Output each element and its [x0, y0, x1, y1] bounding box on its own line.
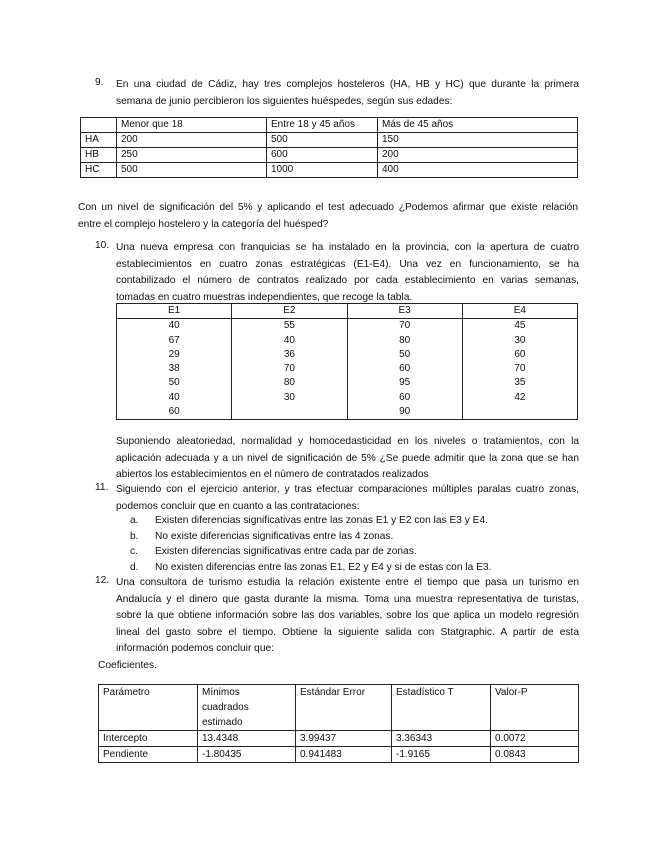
answer-options: [130, 513, 580, 577]
table-cell: 42: [462, 391, 577, 405]
table-cell: 600: [267, 148, 378, 163]
table-cell: 0.0843: [491, 747, 579, 763]
table-header-cell: Menor que 18: [117, 118, 267, 133]
table-row: [81, 133, 578, 148]
table-cell: 60: [347, 391, 462, 405]
question-9-prompt: [78, 200, 578, 233]
table-cell: 200: [117, 133, 267, 148]
table-row: [117, 348, 578, 362]
question-10-prompt: [116, 434, 579, 484]
table-cell: 500: [267, 133, 378, 148]
table-cell: 0.0072: [491, 731, 579, 747]
table-cell: 1000: [267, 163, 378, 178]
table-cell: HB: [81, 148, 117, 163]
table-header-cell: [81, 118, 117, 133]
table-cell: 60: [462, 348, 577, 362]
coefficients-label: Coeficientes.: [98, 660, 157, 671]
option-letter: c.: [130, 546, 138, 557]
table-cell: 60: [347, 362, 462, 376]
option-c[interactable]: [130, 544, 580, 560]
question-text-line: entre el complejo hostelero y la categoría del huésped?: [78, 218, 329, 230]
table-row: [99, 731, 579, 747]
table-row: [117, 405, 578, 420]
table-cell: 400: [378, 163, 578, 178]
table-cell: 67: [117, 334, 232, 348]
table-cell: 200: [378, 148, 578, 163]
table-cell: 50: [117, 376, 232, 390]
table-header-cell: Más de 45 años: [378, 118, 578, 133]
table-header-cell: E3: [347, 304, 462, 319]
option-letter: a.: [130, 515, 139, 526]
table-cell: [232, 405, 347, 420]
question-text-line: podemos concluir que en cuanto a las contrataciones:: [116, 500, 360, 512]
table-header-cell: E2: [232, 304, 347, 319]
table-cell: 55: [232, 319, 347, 334]
question-text-line: información podemos concluir que:: [116, 643, 274, 654]
table-cell: 70: [232, 362, 347, 376]
table-cell: Pendiente: [99, 747, 198, 763]
table-row: [117, 334, 578, 348]
question-text-line: tomadas en cuatro muestras independientes, que recoge la tabla.: [116, 291, 413, 303]
table-cell: HA: [81, 133, 117, 148]
option-a[interactable]: [130, 513, 580, 529]
question-text-line: abiertos los establecimientos en el número de contratados realizados: [116, 469, 429, 480]
table-cell: 35: [462, 376, 577, 390]
table-header-cell: Estadístico T: [392, 685, 491, 731]
question-text-line: contabilizado el número de contratos realizado por cada establecimiento en varias semanas,: [116, 275, 579, 286]
table-cell: 40: [117, 319, 232, 334]
table-cell: 0.941483: [296, 747, 392, 763]
table-cell: 95: [347, 376, 462, 390]
table-row: [117, 362, 578, 376]
question-number: 9.: [95, 77, 104, 88]
table-header-row: [81, 118, 578, 133]
table-cell: 150: [378, 133, 578, 148]
question-number: 11.: [95, 482, 109, 493]
question-text-line: Una nueva empresa con franquicias se ha instalado en la provincia, con la apertura de cuatro: [116, 242, 579, 253]
question-12: [116, 575, 579, 658]
question-text-line: Siguiendo con el ejercicio anterior, y tras efectuar comparaciones múltiples paralas cuatro zonas,: [116, 484, 579, 495]
option-text: Existen diferencias significativas entre cada par de zonas.: [155, 546, 417, 557]
table-cell: 30: [232, 391, 347, 405]
table-cell: 70: [462, 362, 577, 376]
option-text: No existen diferencias entre las zonas E1, E2 y E4 y si de estas con la E3.: [155, 561, 492, 573]
question-number: 10.: [95, 240, 110, 251]
table-cell: Intercepto: [99, 731, 198, 747]
table-cell: 90: [347, 405, 462, 420]
table-header-cell: E1: [117, 304, 232, 319]
guests-table: [80, 117, 578, 178]
table-cell: 36: [232, 348, 347, 362]
table-row: [117, 376, 578, 390]
table-cell: 80: [232, 376, 347, 390]
table-header-row: [117, 304, 578, 319]
option-letter: b.: [130, 530, 139, 542]
table-row: [117, 319, 578, 334]
table-header-cell-text: Mínimos cuadrados estimado: [202, 687, 249, 728]
table-header-cell: Valor-P: [491, 685, 579, 731]
regression-table: [98, 684, 579, 763]
question-10: [116, 240, 579, 306]
question-text-line: lineal del gasto sobre el tiempo. Obtiene la siguiente salida con Statgraphic. A partir de esta: [116, 626, 579, 638]
question-text-line: En una ciudad de Cádiz, hay tres complejos hosteleros (HA, HB y HC) que durante la primera: [116, 79, 579, 90]
table-cell: 60: [117, 405, 232, 420]
table-cell: 50: [347, 348, 462, 362]
question-number: 12.: [95, 575, 110, 586]
question-text-line: aplicación adecuada y a un nivel de significación de 5% ¿Se puede admitir que la zona que se han: [116, 452, 579, 464]
question-11: [116, 482, 579, 515]
question-text-line: establecimientos en cuatro zonas estratégicas (E1-E4). Una vez en funcionamiento, se ha: [116, 258, 579, 270]
table-cell: 40: [117, 391, 232, 405]
table-cell: 3.36343: [392, 731, 491, 747]
table-cell: -1.9165: [392, 747, 491, 763]
table-row: [117, 391, 578, 405]
table-cell: 13.4348: [198, 731, 296, 747]
table-cell: [462, 405, 577, 420]
table-cell: 80: [347, 334, 462, 348]
question-text-line: Con un nivel de significación del 5% y aplicando el test adecuado ¿Podemos afirmar que existe relación: [78, 202, 578, 213]
table-cell: 70: [347, 319, 462, 334]
question-text-line: semana de junio percibieron los siguientes huéspedes, según sus edades:: [116, 95, 453, 107]
table-header-cell: Estándar Error: [296, 685, 392, 731]
table-cell: 30: [462, 334, 577, 348]
question-text-line: Suponiendo aleatoriedad, normalidad y homocedasticidad en los niveles o tratamientos, con la: [116, 436, 579, 447]
table-header-cell: E4: [462, 304, 577, 319]
option-text: Existen diferencias significativas entre las zonas E1 y E2 con las E3 y E4.: [155, 515, 488, 526]
contracts-table: [116, 303, 578, 420]
question-text-line: sobre la que obtiene información sobre las dos variables, sobre los que aplica un modelo regresión: [116, 610, 579, 621]
option-b[interactable]: [130, 529, 580, 545]
question-text-line: Una consultora de turismo estudia la relación existente entre el tiempo que pasa un turismo en: [116, 577, 579, 588]
table-cell: 500: [117, 163, 267, 178]
table-cell: 45: [462, 319, 577, 334]
table-cell: 38: [117, 362, 232, 376]
table-cell: 250: [117, 148, 267, 163]
table-cell: 3.99437: [296, 731, 392, 747]
table-header-row: [99, 685, 579, 731]
question-text-line: Andalucía y el dinero que gasta durante la misma. Toma una muestra representativa de turistas,: [116, 593, 579, 605]
table-header-cell: Parámetro: [99, 685, 198, 731]
table-header-cell: [198, 685, 296, 731]
option-letter: d.: [130, 561, 139, 573]
option-d[interactable]: [130, 560, 580, 576]
table-header-cell: Entre 18 y 45 años: [267, 118, 378, 133]
table-cell: 29: [117, 348, 232, 362]
table-cell: HC: [81, 163, 117, 178]
table-cell: 40: [232, 334, 347, 348]
option-text: No existe diferencias significativas entre las 4 zonas.: [155, 530, 394, 542]
table-cell: -1.80435: [198, 747, 296, 763]
table-row: [81, 163, 578, 178]
table-row: [81, 148, 578, 163]
table-row: [99, 747, 579, 763]
